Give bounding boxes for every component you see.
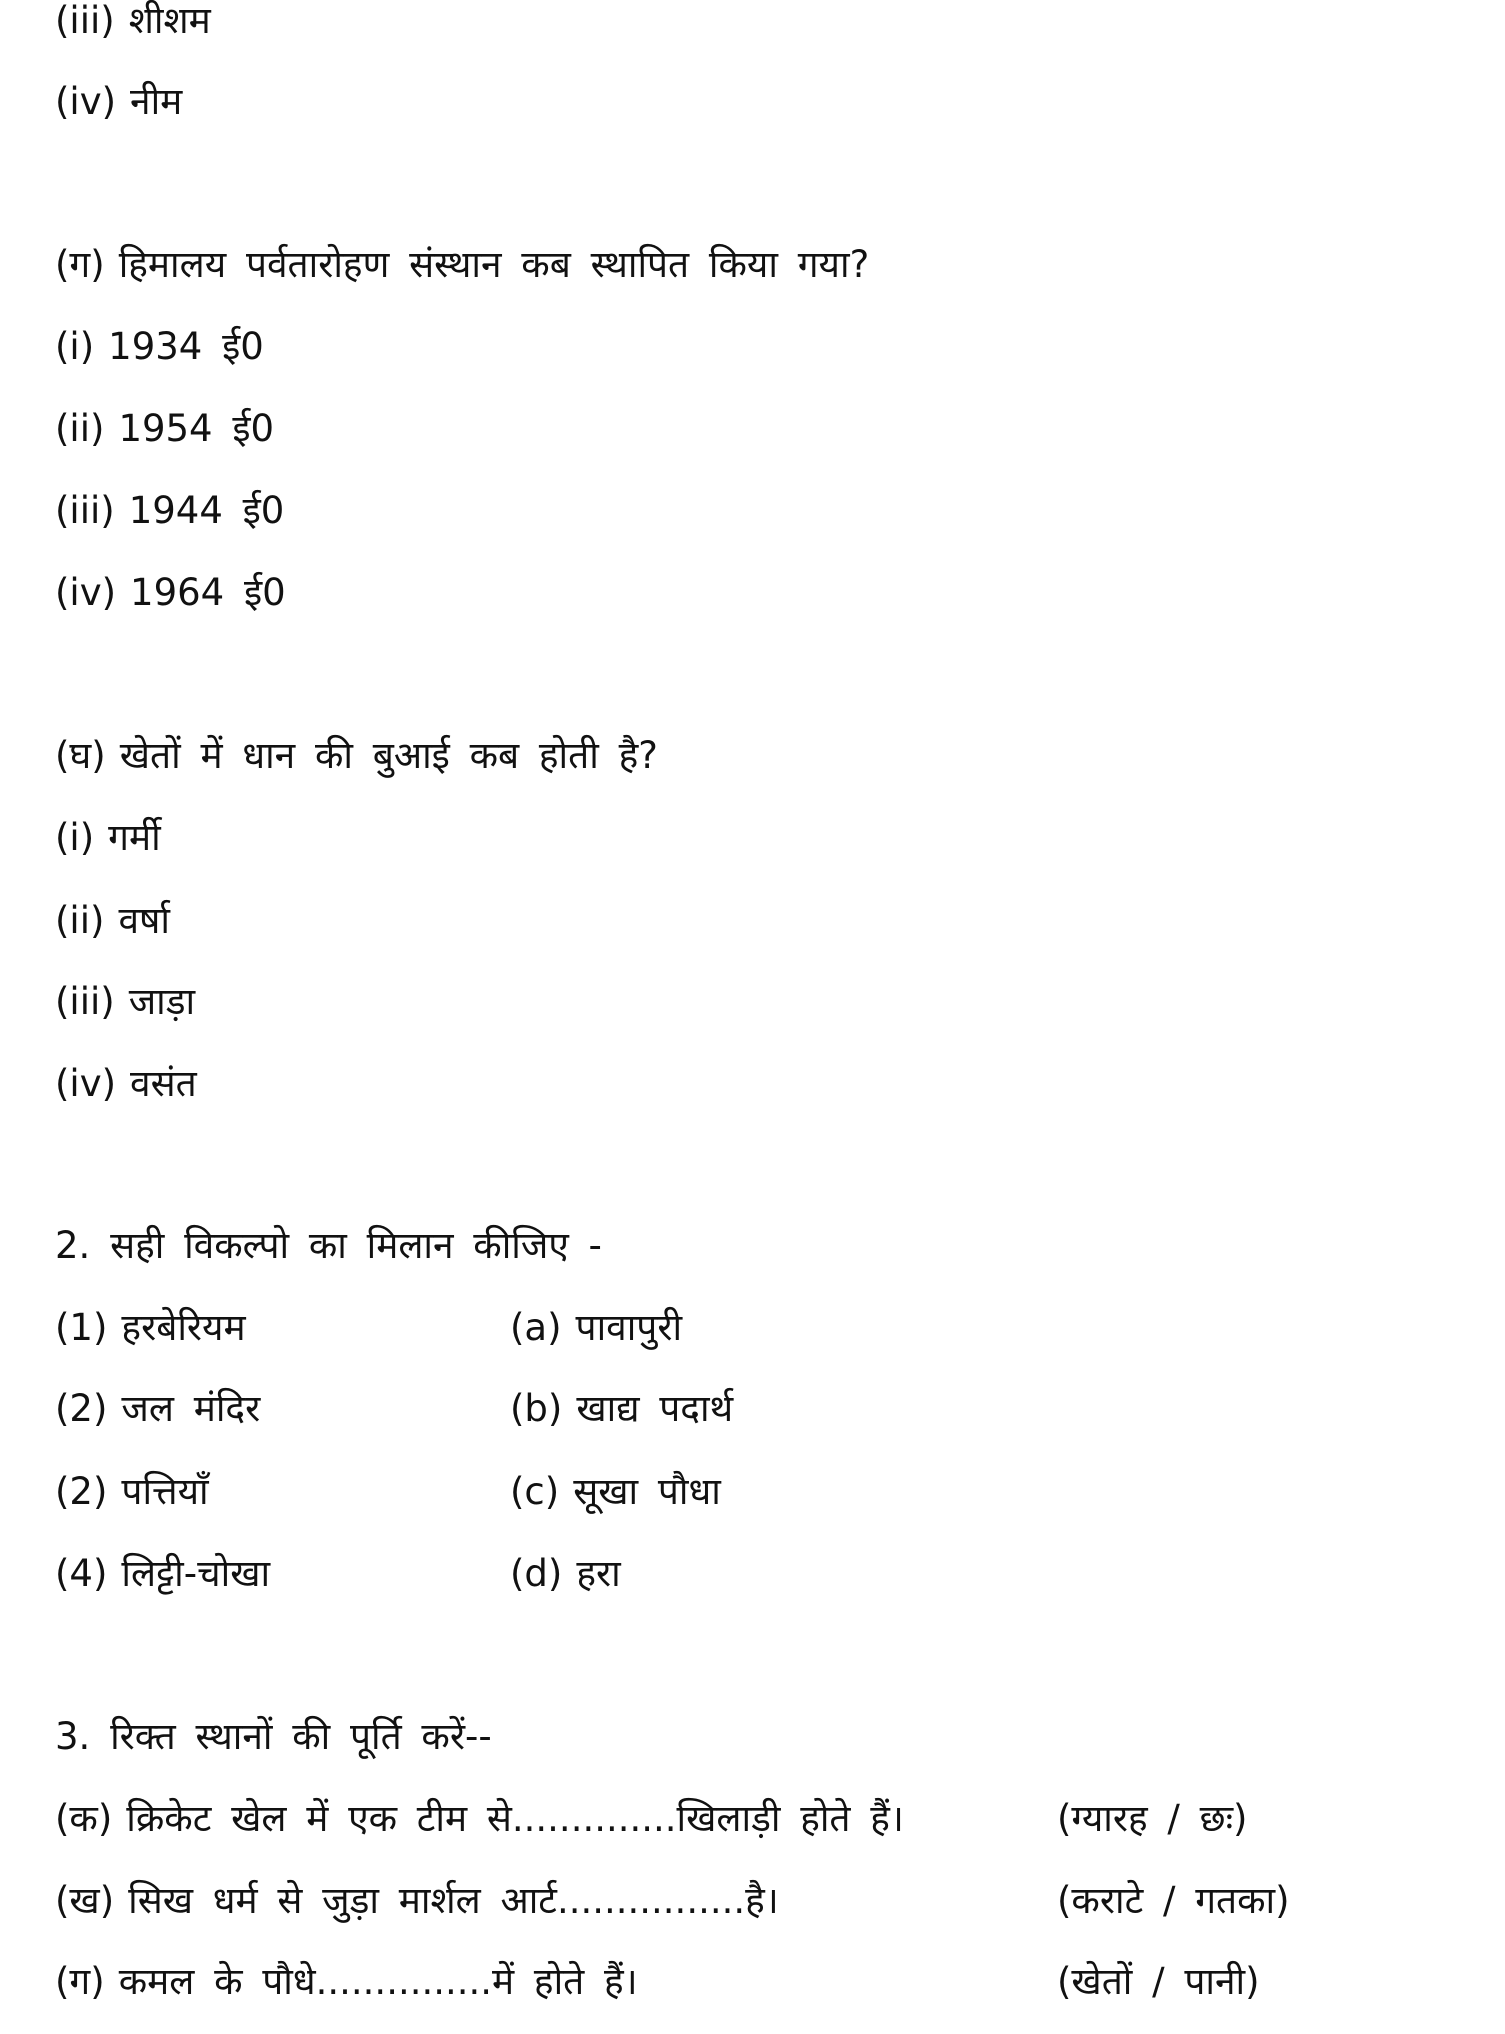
match-right-label: (b) — [510, 1387, 563, 1430]
match-right — [510, 1384, 733, 1434]
blank-choices: (खेतों / पानी) — [1057, 1960, 1260, 2003]
option-text: 1944 ई0 — [128, 489, 285, 532]
blank-row — [55, 1794, 1495, 1844]
option-text: वसंत — [130, 1062, 197, 1105]
option-label: (iii) — [55, 980, 115, 1023]
blank-choices: (कराटे / गतका) — [1057, 1879, 1290, 1922]
option-label: (iii) — [55, 0, 115, 42]
question-text: हिमालय पर्वतारोहण संस्थान कब स्थापित किया गया? — [118, 243, 870, 286]
blank-text: सिख धर्म से जुड़ा मार्शल आर्ट................है। — [128, 1879, 779, 1922]
blank-label: (ख) — [55, 1879, 115, 1922]
option-text: शीशम — [128, 0, 211, 42]
blank-label: (क) — [55, 1797, 113, 1840]
blank-text: क्रिकेट खेल में एक टीम से..............खिलाड़ी होते हैं। — [126, 1797, 904, 1840]
option-label: (i) — [55, 816, 95, 859]
match-right-text: खाद्य पदार्थ — [576, 1387, 734, 1430]
match-left-label: (2) — [55, 1387, 108, 1430]
match-right-label: (c) — [510, 1470, 560, 1513]
option-label: (iv) — [55, 571, 117, 614]
option-line — [55, 1059, 197, 1109]
match-right — [510, 1467, 721, 1517]
match-left-text: पत्तियाँ — [121, 1470, 209, 1513]
option-label: (ii) — [55, 407, 105, 450]
option-line — [55, 404, 274, 454]
question-gh — [55, 731, 658, 781]
match-left-label: (1) — [55, 1306, 108, 1349]
match-right-text: हरा — [576, 1552, 621, 1595]
option-label: (iv) — [55, 1062, 117, 1105]
question-text: खेतों में धान की बुआई कब होती है? — [119, 734, 658, 777]
option-text: जाड़ा — [128, 980, 196, 1023]
match-right-label: (d) — [510, 1552, 563, 1595]
match-right-label: (a) — [510, 1306, 562, 1349]
match-row — [55, 1467, 1455, 1517]
match-row — [55, 1303, 1455, 1353]
option-line — [55, 77, 182, 127]
section-2-heading: 2. सही विकल्पो का मिलान कीजिए - — [55, 1224, 602, 1267]
blank-row — [55, 1957, 1495, 2007]
option-line — [55, 813, 161, 863]
option-line — [55, 322, 264, 372]
match-right-text: सूखा पौधा — [573, 1470, 721, 1513]
option-line — [55, 568, 286, 618]
match-right — [510, 1303, 682, 1353]
match-left-label: (4) — [55, 1552, 108, 1595]
match-left-label: (2) — [55, 1470, 108, 1513]
blank-text: कमल के पौधे...............में होते हैं। — [118, 1960, 638, 2003]
option-line — [55, 896, 170, 946]
option-label: (i) — [55, 325, 95, 368]
blank-label: (ग) — [55, 1960, 105, 2003]
option-text: 1964 ई0 — [130, 571, 286, 614]
question-g — [55, 240, 869, 290]
match-left-text: हरबेरियम — [121, 1306, 246, 1349]
match-row — [55, 1384, 1455, 1434]
question-label: (ग) — [55, 243, 105, 286]
option-text: 1934 ई0 — [108, 325, 264, 368]
match-right-text: पावापुरी — [575, 1306, 683, 1349]
option-label: (ii) — [55, 899, 105, 942]
option-line — [55, 486, 284, 536]
section-3-heading: 3. रिक्त स्थानों की पूर्ति करें-- — [55, 1715, 492, 1758]
option-text: नीम — [130, 80, 183, 123]
option-label: (iii) — [55, 489, 115, 532]
match-left-text: जल मंदिर — [121, 1387, 261, 1430]
match-right — [510, 1549, 621, 1599]
blank-row — [55, 1876, 1495, 1926]
match-left-text: लिट्टी-चोखा — [121, 1552, 271, 1595]
option-line — [55, 977, 195, 1027]
question-label: (घ) — [55, 734, 106, 777]
option-text: 1954 ई0 — [118, 407, 275, 450]
option-text: गर्मी — [108, 816, 161, 859]
option-label: (iv) — [55, 80, 117, 123]
option-text: वर्षा — [118, 899, 170, 942]
blank-choices: (ग्यारह / छः) — [1057, 1797, 1248, 1840]
match-row — [55, 1549, 1455, 1599]
option-line — [55, 0, 211, 46]
